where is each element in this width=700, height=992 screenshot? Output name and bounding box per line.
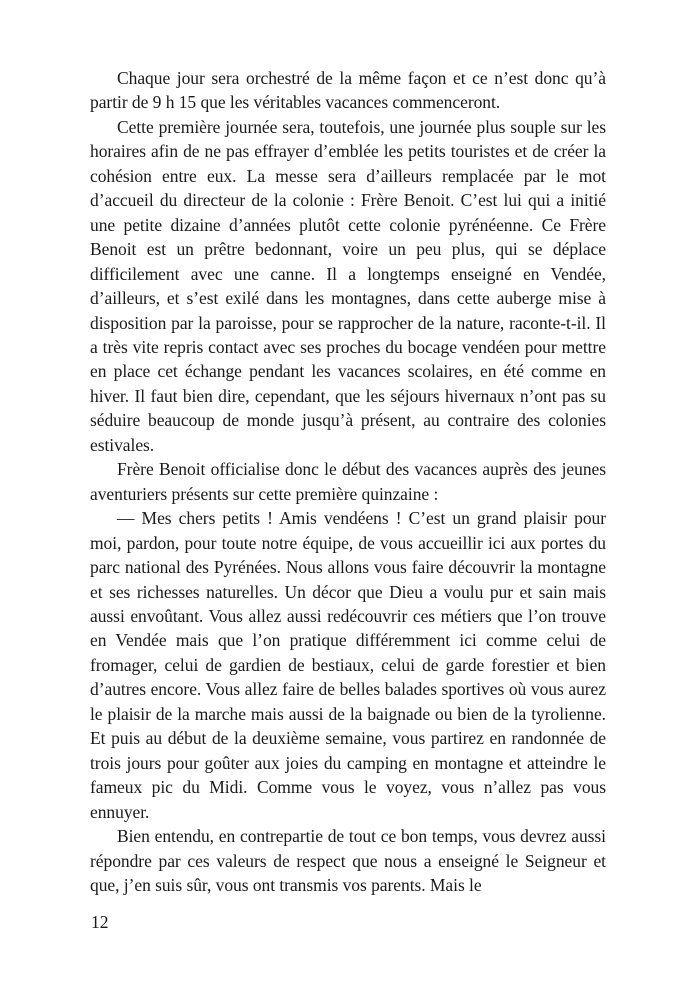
paragraph-1: Chaque jour sera orchestré de la même façon et ce n’est donc qu’à partir de 9 h 15 que les véritables vacances commenceront. <box>90 68 606 113</box>
page-number: 12 <box>91 912 109 932</box>
paragraph-5: Bien entendu, en contrepartie de tout ce bon temps, vous devrez aussi répondre par ces valeurs de respect que nous a enseigné le Seigneur et que, j’en suis sûr, vous ont transmis vos parents. Mais le <box>90 826 606 895</box>
paragraph-4-dialogue: — Mes chers petits ! Amis vendéens ! C’est un grand plaisir pour moi, pardon, pour toute notre équipe, de vous accueillir ici aux portes du parc national des Pyrénées. Nous allons vous faire découvrir la montagne et ses richesses naturelles. Un décor que Dieu a voulu pur et sain mais aussi envoûtant. Vous allez aussi redécouvrir ces métiers que l’on trouve en Vendée mais que l’on pratique différemment ici comme celui de fromager, celui de gardien de bestiaux, celui de garde forestier et bien d’autres encore. Vous allez faire de belles balades sportives où vous aurez le plaisir de la marche mais aussi de la baignade ou bien de la tyrolienne. Et puis au début de la deuxième semaine, vous partirez en randonnée de trois jours pour goûter aux joies du camping en montagne et atteindre le fameux pic du Midi. Comme vous le voyez, vous n’allez pas vous ennuyer. <box>90 508 606 822</box>
paragraph-3: Frère Benoit officialise donc le début des vacances auprès des jeunes aventuriers présents sur cette première quinzaine : <box>90 459 606 504</box>
paragraph-2: Cette première journée sera, toutefois, une journée plus souple sur les horaires afin de ne pas effrayer d’emblée les petits touristes et de créer la cohésion entre eux. La messe sera d’ailleurs remplacée par le mot d’accueil du directeur de la colonie : Frère Benoit. C’est lui qui a initié une petite dizaine d’années plutôt cette colonie pyrénéenne. Ce Frère Benoit est un prêtre bedonnant, voire un peu plus, qui se déplace difficilement avec une canne. Il a longtemps enseigné en Vendée, d’ailleurs, et s’est exilé dans les montagnes, dans cette auberge mise à disposition par la paroisse, pour se rapprocher de la nature, raconte-t-il. Il a très vite repris contact avec ses proches du bocage vendéen pour mettre en place cet échange pendant les vacances scolaires, en été comme en hiver. Il faut bien dire, cependant, que les séjours hivernaux n’ont pas su séduire beaucoup de monde jusqu’à présent, au contraire des colonies estivales. <box>90 116 606 455</box>
page-text-block <box>90 66 606 897</box>
